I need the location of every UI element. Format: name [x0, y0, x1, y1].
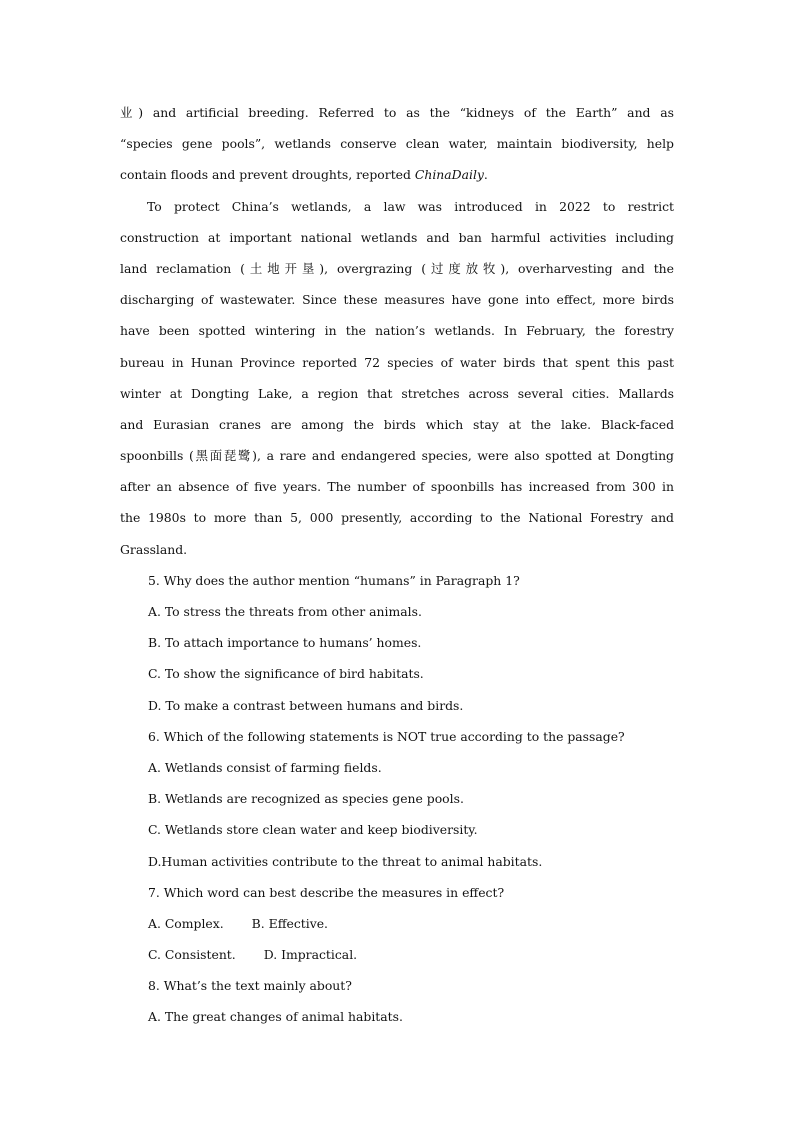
answer-row — [120, 908, 674, 939]
answer-option: A. To stress the threats from other animals. — [148, 604, 422, 619]
answer-option: C. To show the significance of bird habitats. — [148, 666, 424, 682]
source-name: ChinaDaily — [414, 167, 484, 183]
answer-option: B. To attach importance to humans’ homes. — [148, 635, 422, 651]
answer-option: A. Complex. — [148, 915, 224, 931]
answer-option: B. Wetlands are recognized as species gene pools. — [148, 791, 464, 807]
passage-line: construction at important national wetlands and ban harmful activities including — [120, 229, 674, 245]
passage-line: winter at Dongting Lake, a region that stretches across several cities. Mallards — [120, 385, 674, 401]
passage-line: spoonbills (黑面琵鹭), a rare and endangered species, were also spotted at Dongting — [120, 448, 674, 464]
answer-option: D.Human activities contribute to the threat to animal habitats. — [148, 853, 543, 869]
answer-option: D. To make a contrast between humans and birds. — [148, 697, 464, 713]
passage-line — [120, 159, 674, 190]
passage-line: and Eurasian cranes are among the birds which stay at the lake. Black-faced — [120, 416, 674, 432]
passage-line: have been spotted wintering in the nation’s wetlands. In February, the forestry — [120, 323, 674, 339]
answer-option: A. The great changes of animal habitats. — [148, 1009, 403, 1025]
passage-line: land reclamation (土地开垦), overgrazing (过度放牧), overharvesting and the — [120, 260, 674, 276]
answer-option: D. Impractical. — [263, 947, 358, 963]
question-stem: 5. Why does the author mention “humans” in Paragraph 1? — [148, 572, 520, 588]
passage-line: the 1980s to more than 5, 000 presently, according to the National Forestry and — [120, 510, 674, 526]
document-page — [120, 97, 674, 1033]
passage-line: To protect China’s wetlands, a law was introduced in 2022 to restrict — [147, 198, 674, 214]
passage-line: discharging of wastewater. Since these measures have gone into effect, more birds — [120, 292, 674, 308]
passage-line: bureau in Hunan Province reported 72 species of water birds that spent this past — [120, 354, 674, 370]
answer-option: A. Wetlands consist of farming fields. — [148, 759, 382, 775]
passage-line: Grassland. — [120, 541, 188, 557]
passage-text: contain floods and prevent droughts, reported — [120, 167, 415, 183]
passage-line: after an absence of five years. The number of spoonbills has increased from 300 in — [120, 479, 674, 495]
question-stem: 8. What’s the text mainly about? — [148, 978, 352, 994]
answer-option: C. Wetlands store clean water and keep biodiversity. — [148, 822, 478, 838]
answer-row — [120, 939, 674, 970]
question-stem: 7. Which word can best describe the measures in effect? — [148, 884, 505, 900]
passage-line: “species gene pools”, wetlands conserve clean water, maintain biodiversity, help — [120, 136, 674, 152]
passage-text: . — [483, 167, 488, 183]
passage-line: 业) and artificial breeding. Referred to as the “kidneys of the Earth” and as — [120, 105, 674, 120]
answer-option: B. Effective. — [251, 915, 328, 931]
answer-option: C. Consistent. — [148, 947, 236, 963]
question-stem: 6. Which of the following statements is NOT true according to the passage? — [148, 728, 625, 744]
